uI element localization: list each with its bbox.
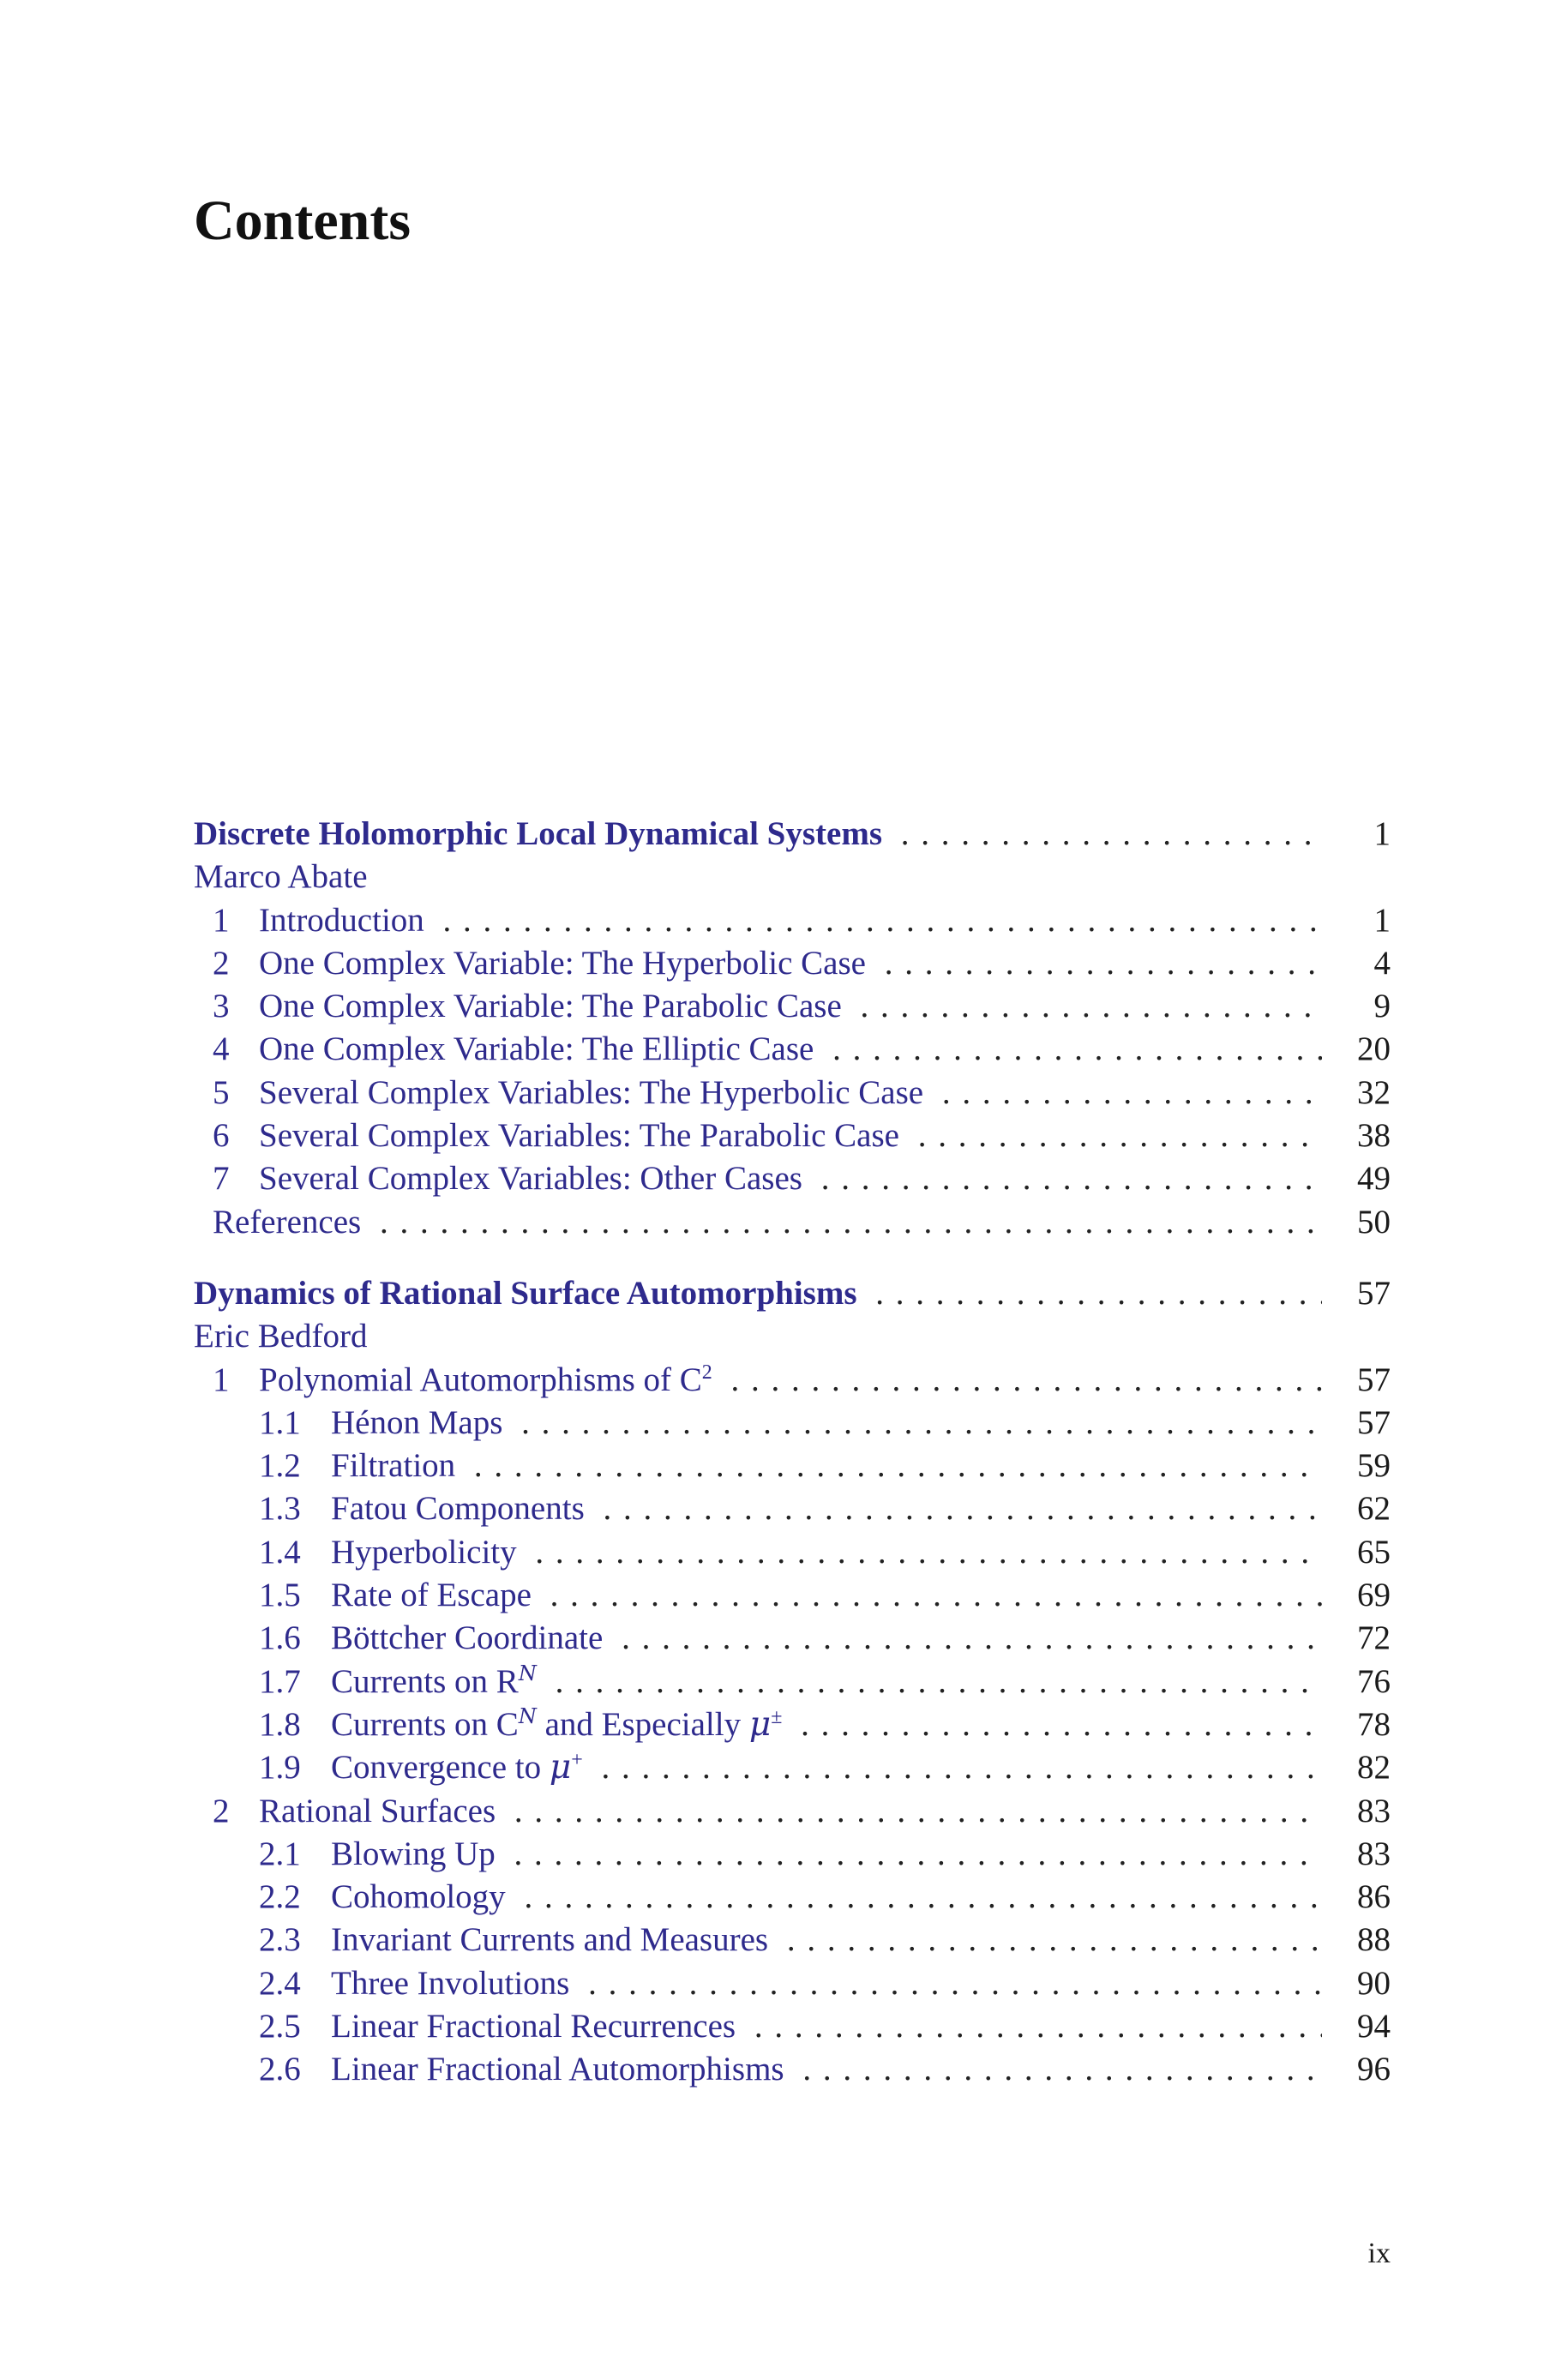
section-title[interactable]: Fatou Components (331, 1490, 585, 1528)
page-folio: ix (1367, 2238, 1391, 2269)
section-title[interactable]: Rational Surfaces (259, 1792, 496, 1829)
section-title[interactable]: One Complex Variable: The Hyperbolic Case (259, 944, 866, 982)
page-number: 38 (1357, 1117, 1391, 1155)
page-number: 86 (1357, 1878, 1391, 1916)
section-number: 1 (213, 1361, 230, 1398)
toc-entry[interactable] (194, 1833, 1391, 1876)
section-title[interactable]: Linear Fractional Automorphisms (331, 2051, 784, 2088)
table-of-contents (194, 813, 1391, 2092)
chapter-author (194, 856, 1391, 898)
page-number: 1 (1373, 901, 1391, 939)
toc-entry[interactable] (194, 1445, 1391, 1487)
chapter-title[interactable]: Discrete Holomorphic Local Dynamical Systems (194, 815, 891, 852)
section-title[interactable]: Böttcher Coordinate (331, 1619, 604, 1657)
page-number: 76 (1357, 1662, 1391, 1700)
page-number: 59 (1357, 1447, 1391, 1485)
section-title[interactable]: Linear Fractional Recurrences (331, 2008, 736, 2046)
chapter-entry[interactable] (194, 1272, 1391, 1315)
section-number: 1.4 (259, 1533, 301, 1571)
section-number: 1 (213, 901, 230, 939)
section-number: 6 (213, 1117, 230, 1155)
chapter-author (194, 1315, 1391, 1358)
toc-entry[interactable] (194, 1402, 1391, 1445)
toc-entry[interactable] (194, 1114, 1391, 1157)
section-title[interactable]: Cohomology (331, 1878, 506, 1916)
superscript: 2 (701, 1361, 712, 1384)
page-number: 49 (1357, 1160, 1391, 1198)
page-title: Contents (194, 189, 412, 252)
section-number: 1.8 (259, 1705, 301, 1743)
superscript: N (518, 1661, 537, 1685)
section-title[interactable]: One Complex Variable: The Elliptic Case (259, 1030, 814, 1068)
page-number: 20 (1357, 1030, 1391, 1068)
page-number: 57 (1357, 1361, 1391, 1398)
page-number: 83 (1357, 1835, 1391, 1872)
page-number: 9 (1373, 988, 1391, 1025)
section-title[interactable]: Introduction (259, 901, 424, 939)
section-title[interactable]: Rate of Escape (331, 1577, 532, 1614)
section-title[interactable]: Polynomial Automorphisms of C (259, 1361, 702, 1398)
toc-entry[interactable] (194, 1157, 1391, 1200)
section-number: 1.9 (259, 1749, 301, 1787)
superscript: + (571, 1749, 583, 1772)
section-number: 2.2 (259, 1878, 301, 1916)
section-title[interactable]: Hyperbolicity (331, 1533, 517, 1571)
toc-entry[interactable] (194, 899, 1391, 942)
section-number: 7 (213, 1160, 230, 1198)
section-number: 1.2 (259, 1447, 301, 1485)
toc-entry[interactable] (194, 1531, 1391, 1574)
section-number: 2.5 (259, 2008, 301, 2046)
toc-entry[interactable] (194, 1661, 1391, 1703)
chapter-entry[interactable] (194, 813, 1391, 856)
page-number: 32 (1357, 1073, 1391, 1111)
mu-symbol: μ (549, 1748, 572, 1787)
section-number: 1.7 (259, 1662, 301, 1700)
section-number: 2 (213, 1792, 230, 1829)
section-number: 1.5 (259, 1577, 301, 1614)
section-title[interactable]: References (213, 1203, 362, 1241)
page-number: 57 (1357, 1274, 1391, 1312)
section-number: 5 (213, 1073, 230, 1111)
section-number: 4 (213, 1030, 230, 1068)
toc-entry[interactable] (194, 1617, 1391, 1660)
section-number: 1.1 (259, 1403, 301, 1441)
section-title[interactable]: Convergence to (331, 1749, 550, 1787)
toc-entry[interactable] (194, 1703, 1391, 1746)
section-number: 1.3 (259, 1490, 301, 1528)
section-title[interactable]: Currents on R (331, 1662, 519, 1700)
section-title[interactable]: Several Complex Variables: Other Cases (259, 1160, 802, 1198)
chapter-title[interactable]: Dynamics of Rational Surface Automorphisms (194, 1275, 866, 1312)
toc-entry[interactable] (194, 1746, 1391, 1789)
section-number: 2 (213, 944, 230, 982)
toc-entry[interactable] (194, 985, 1391, 1028)
page-number: 94 (1357, 2008, 1391, 2046)
page-number: 96 (1357, 2051, 1391, 2088)
page-number: 65 (1357, 1533, 1391, 1571)
section-number: 2.3 (259, 1921, 301, 1959)
section-number: 1.6 (259, 1619, 301, 1657)
section-number: 2.1 (259, 1835, 301, 1872)
page-number: 78 (1357, 1705, 1391, 1743)
toc-entry[interactable] (194, 1919, 1391, 1961)
page-number: 88 (1357, 1921, 1391, 1959)
section-title[interactable]: Several Complex Variables: The Parabolic Case (259, 1117, 899, 1155)
author-name: Eric Bedford (194, 1318, 368, 1355)
section-number: 3 (213, 988, 230, 1025)
toc-entry[interactable] (194, 1790, 1391, 1833)
page-number: 1 (1373, 815, 1391, 852)
section-title[interactable]: Invariant Currents and Measures (331, 1921, 769, 1959)
section-title[interactable]: One Complex Variable: The Parabolic Case (259, 988, 842, 1025)
page-number: 83 (1357, 1792, 1391, 1829)
page-number: 4 (1373, 944, 1391, 982)
superscript: ± (771, 1705, 783, 1728)
section-title[interactable]: Blowing Up (331, 1835, 496, 1872)
toc-entry[interactable] (194, 1574, 1391, 1617)
toc-entry[interactable] (194, 1359, 1391, 1402)
section-number: 2.6 (259, 2051, 301, 2088)
page-number: 72 (1357, 1619, 1391, 1657)
section-title[interactable]: Hénon Maps (331, 1403, 503, 1441)
page-number: 82 (1357, 1749, 1391, 1787)
superscript: N (518, 1703, 537, 1728)
section-title[interactable]: Several Complex Variables: The Hyperbolic Case (259, 1073, 924, 1111)
toc-entry[interactable] (194, 1028, 1391, 1071)
page-number: 90 (1357, 1964, 1391, 2002)
section-title-part[interactable]: and Especially (536, 1705, 749, 1743)
toc-entry[interactable] (194, 1072, 1391, 1114)
page-number: 50 (1357, 1203, 1391, 1241)
toc-entry[interactable] (194, 2048, 1391, 2091)
section-title[interactable]: Three Involutions (331, 1964, 570, 2002)
toc-entry[interactable] (194, 1962, 1391, 2005)
mu-symbol: μ (748, 1704, 772, 1744)
section-title[interactable]: Filtration (331, 1447, 456, 1485)
section-title-part[interactable]: Currents on C (331, 1705, 519, 1743)
toc-entry-references[interactable] (194, 1201, 1391, 1244)
toc-entry[interactable] (194, 1487, 1391, 1530)
page-number: 57 (1357, 1403, 1391, 1441)
author-name: Marco Abate (194, 858, 368, 896)
section-number: 2.4 (259, 1964, 301, 2002)
toc-entry[interactable] (194, 1876, 1391, 1919)
page-number: 62 (1357, 1490, 1391, 1528)
page-number: 69 (1357, 1577, 1391, 1614)
toc-entry[interactable] (194, 942, 1391, 985)
toc-entry[interactable] (194, 2005, 1391, 2048)
